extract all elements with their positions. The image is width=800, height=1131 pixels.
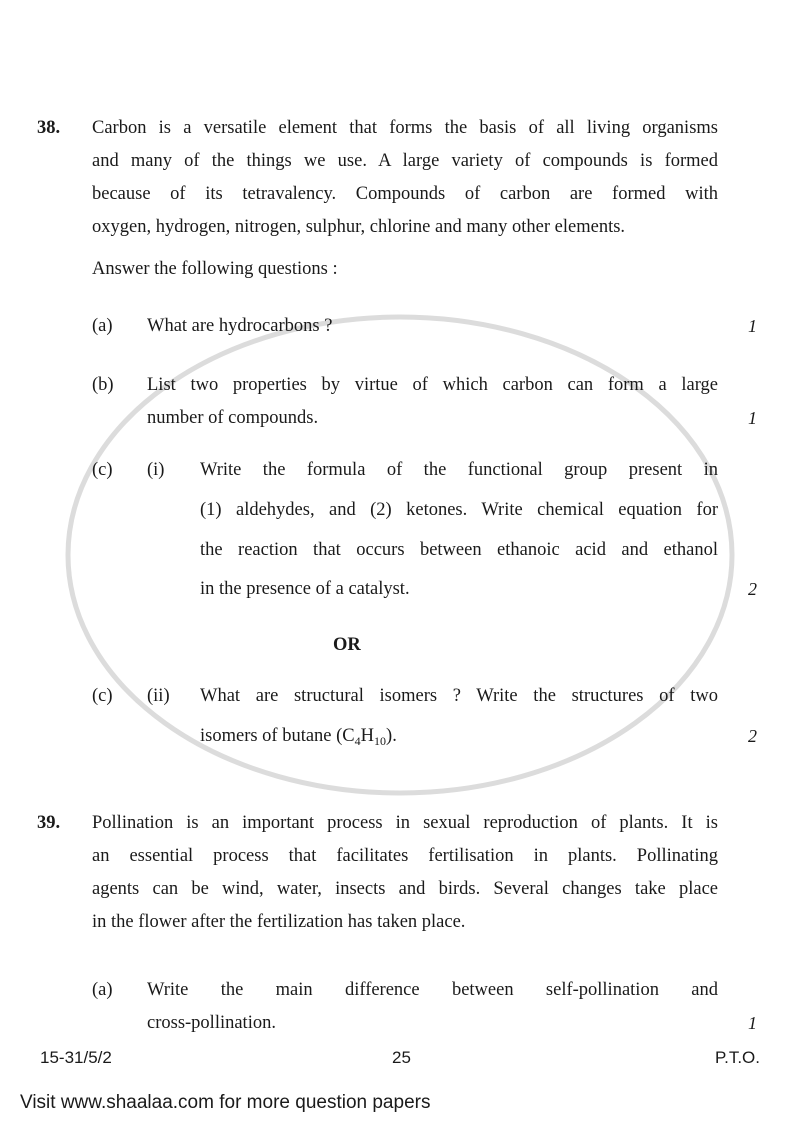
q38-text-line: oxygen, hydrogen, nitrogen, sulphur, chlorine and many other elements. (92, 217, 626, 237)
or-separator: OR (333, 635, 361, 655)
q38c-ii-text-line: What are structural isomers ? Write the structures of two (200, 686, 718, 706)
q38-text-line: and many of the things we use. A large variety of compounds is formed (92, 151, 718, 171)
q38b-marks: 1 (748, 408, 757, 428)
q38b-label: (b) (92, 375, 114, 395)
q38-text-line: because of its tetravalency. Compounds of carbon are formed with (92, 184, 718, 204)
q39a-text-line: Write the main difference between self-pollination and (147, 980, 718, 1000)
q38a-marks: 1 (748, 316, 757, 336)
q39-text-line: an essential process that facilitates fertilisation in plants. Pollinating (92, 846, 718, 866)
question-number-38: 38. (37, 118, 61, 138)
q39a-marks: 1 (748, 1013, 757, 1033)
q38b-text-line: List two properties by virtue of which carbon can form a large (147, 375, 718, 395)
q38c-ii-marks: 2 (748, 726, 757, 746)
question-number-39: 39. (37, 813, 61, 833)
q38-instruction: Answer the following questions : (92, 259, 338, 279)
q38a-text: What are hydrocarbons ? (147, 316, 333, 336)
q38c-ii-label: (ii) (147, 686, 170, 706)
q38c-i-label: (i) (147, 460, 165, 480)
q39-text-line: in the flower after the fertilization has taken place. (92, 912, 466, 932)
q38c-i-text-line: Write the formula of the functional group present in (200, 460, 718, 480)
q38b-text-line: number of compounds. (147, 408, 319, 428)
pto-label: P.T.O. (714, 1048, 760, 1067)
page-number: 25 (392, 1048, 411, 1067)
q38c-i-marks: 2 (748, 579, 757, 599)
q38c-i-text-line: the reaction that occurs between ethanoic acid and ethanol (200, 540, 718, 560)
q38-text-line: Carbon is a versatile element that forms the basis of all living organisms (92, 118, 718, 138)
q39a-label: (a) (92, 980, 113, 1000)
paper-code: 15-31/5/2 (40, 1048, 112, 1067)
q39a-text-line: cross-pollination. (147, 1013, 276, 1033)
q39-text-line: Pollination is an important process in sexual reproduction of plants. It is (92, 813, 718, 833)
website-banner: Visit www.shaalaa.com for more question papers (20, 1092, 431, 1113)
q38c-label: (c) (92, 686, 113, 706)
q38c-i-text-line: (1) aldehydes, and (2) ketones. Write chemical equation for (200, 500, 718, 520)
q38c-label: (c) (92, 460, 113, 480)
q38c-i-text-line: in the presence of a catalyst. (200, 579, 410, 599)
q39-text-line: agents can be wind, water, insects and birds. Several changes take place (92, 879, 718, 899)
q38c-ii-text-line: isomers of butane $(C_4H_{10})$. (200, 726, 397, 748)
q38a-label: (a) (92, 316, 113, 336)
